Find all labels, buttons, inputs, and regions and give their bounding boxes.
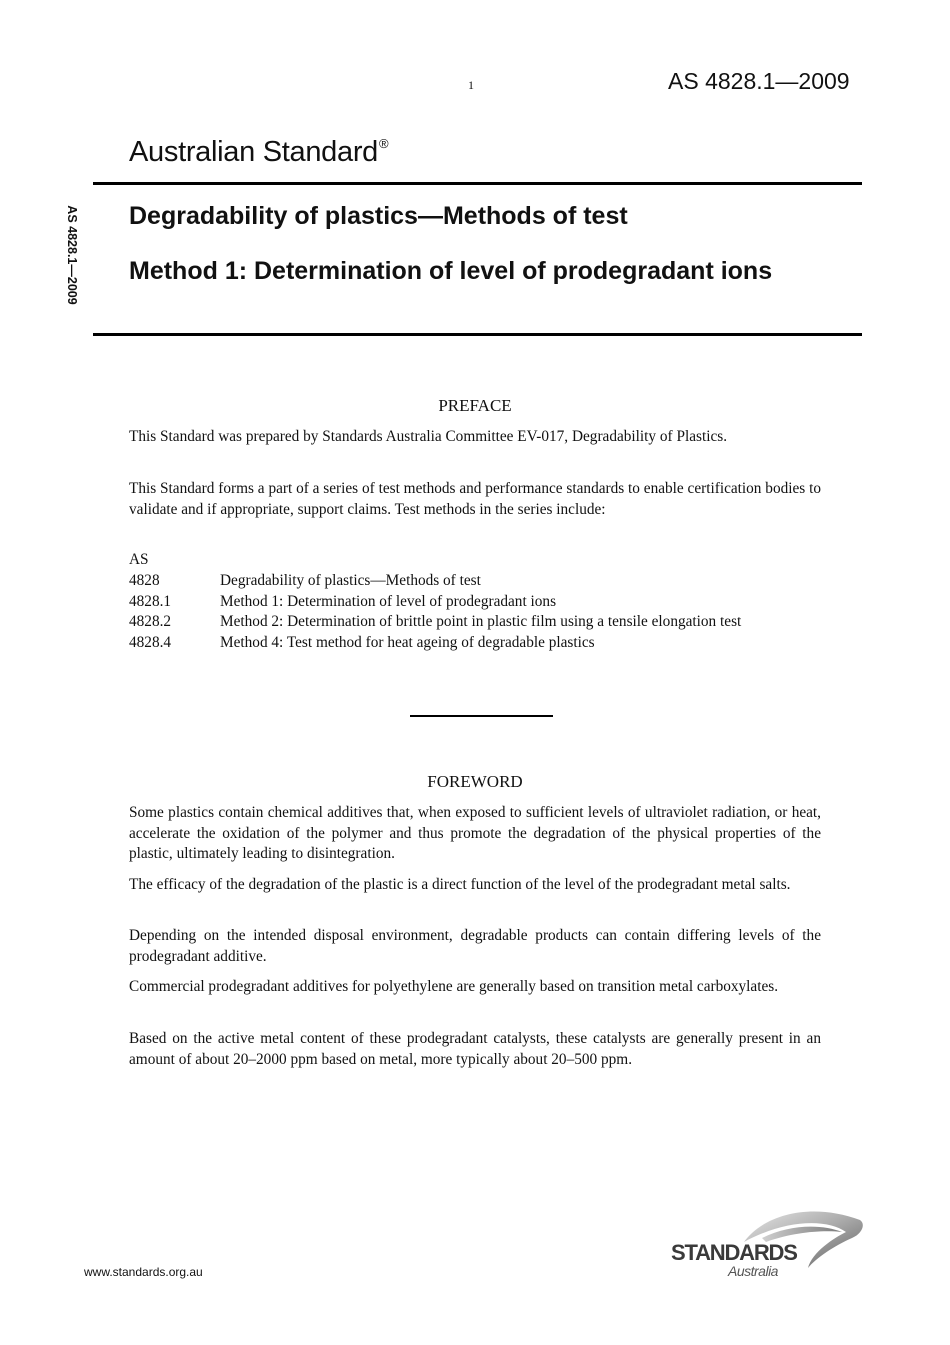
- series-list: [129, 550, 821, 654]
- logo-wordmark: STANDARDS: [671, 1240, 797, 1265]
- series-heading: AS: [129, 551, 149, 568]
- foreword-paragraph: Based on the active metal content of these prodegradant catalysts, these catalysts are generally present in an amount of about 20–2000 ppm based on metal, more typically about 20–500 ppm.: [129, 1030, 821, 1068]
- bottom-rule: [93, 333, 862, 336]
- series-code: 4828.2: [129, 613, 172, 631]
- series-code: 4828.4: [129, 634, 172, 652]
- series-row: [129, 571, 821, 592]
- preface-paragraph: This Standard was prepared by Standards Australia Committee EV-017, Degradability of Plastics.: [129, 428, 728, 445]
- series-title: Method 4: Test method for heat ageing of degradable plastics: [220, 634, 595, 652]
- series-title: Method 2: Determination of brittle point in plastic film using a tensile elongation test: [220, 613, 742, 631]
- registered-mark: ®: [379, 136, 389, 151]
- logo-subtitle: Australia: [728, 1263, 778, 1279]
- document-id: AS 4828.1—2009: [668, 68, 850, 94]
- standard-type-heading: [129, 136, 388, 169]
- series-code: 4828.1: [129, 592, 172, 610]
- foreword-heading: FOREWORD: [427, 772, 523, 791]
- side-label-container: [58, 190, 86, 320]
- website-link[interactable]: www.standards.org.au: [84, 1265, 203, 1279]
- series-heading-row: [129, 550, 821, 571]
- series-row: [129, 612, 821, 633]
- main-title: Degradability of plastics—Methods of test: [129, 202, 628, 230]
- section-divider: [410, 715, 553, 717]
- series-code: 4828: [129, 571, 160, 589]
- series-title: Degradability of plastics—Methods of test: [220, 571, 481, 589]
- series-title: Method 1: Determination of level of prodegradant ions: [220, 592, 557, 610]
- foreword-paragraph: Depending on the intended disposal environment, degradable products can contain differing levels of the prodegradant additive.: [129, 927, 821, 965]
- preface-heading: PREFACE: [438, 396, 512, 415]
- foreword-paragraph: Commercial prodegradant additives for polyethylene are generally based on transition metal carboxylates.: [129, 978, 779, 995]
- foreword-paragraph: The efficacy of the degradation of the plastic is a direct function of the level of the prodegradant metal salts.: [129, 876, 791, 893]
- preface-paragraph: This Standard forms a part of a series of test methods and performance standards to enable certification bodies to validate and if appropriate, support claims. Test methods in the series include:: [129, 480, 821, 518]
- page-number: 1: [468, 78, 474, 92]
- series-row: [129, 592, 821, 613]
- side-document-id: AS 4828.1—2009: [65, 205, 79, 305]
- series-row: [129, 633, 821, 654]
- method-title: Method 1: Determination of level of prodegradant ions: [129, 257, 773, 285]
- top-rule: [93, 182, 862, 185]
- foreword-paragraph: Some plastics contain chemical additives that, when exposed to sufficient levels of ultraviolet radiation, or heat, accelerate the oxidation of the polymer and thus promote the degradation of the physical properties of the plastic, ultimately leading to disintegration.: [129, 804, 821, 862]
- standard-type-label: Australian Standard: [129, 136, 379, 168]
- standards-australia-logo: [668, 1208, 868, 1280]
